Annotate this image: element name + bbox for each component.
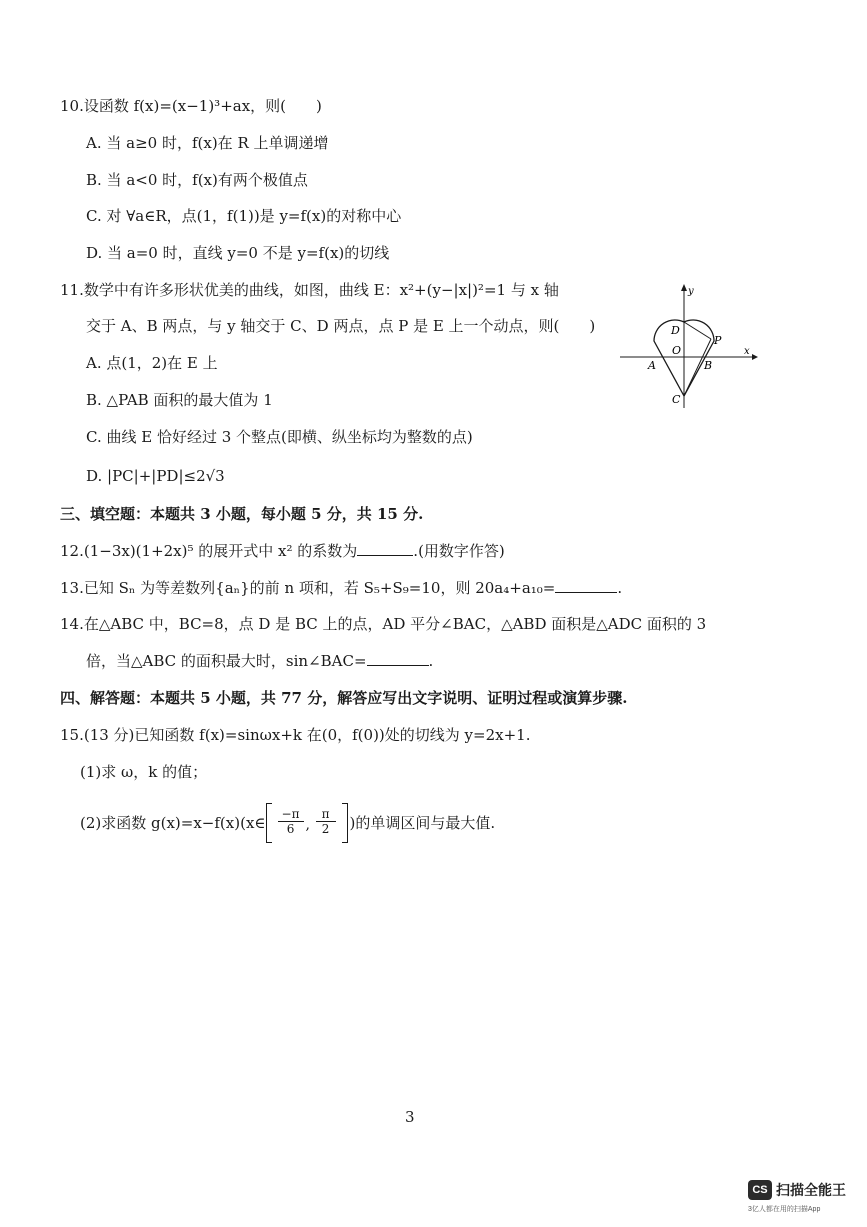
label-b: B	[704, 359, 713, 372]
right-bracket	[342, 803, 348, 843]
cs-logo-icon: CS	[748, 1180, 772, 1200]
q15-interval	[266, 803, 350, 843]
interval-right-fraction	[316, 807, 336, 836]
interval-left-fraction	[278, 807, 304, 836]
q15-part2-suffix: )的单调区间与最大值.	[349, 814, 496, 832]
label-y: y	[688, 286, 694, 297]
q11-option-a: A. 点(1，2)在 E 上	[86, 354, 218, 372]
q11-option-c: C. 曲线 E 恰好经过 3 个整点(即横、纵坐标均为整数的点)	[86, 428, 473, 446]
label-a: A	[648, 359, 656, 372]
q13-suffix: .	[617, 579, 623, 597]
q14-text: 倍，当△ABC 的面积最大时，sin∠BAC=	[86, 652, 367, 670]
label-o: O	[672, 344, 682, 357]
badge-subtitle: 3亿人都在用的扫描App	[748, 1206, 821, 1213]
section3-heading: 三、填空题：本题共 3 小题，每小题 5 分，共 15 分.	[60, 505, 424, 523]
q10-option-c: C. 对 ∀a∈R，点(1，f(1))是 y=f(x)的对称中心	[86, 207, 402, 225]
q14-line2	[86, 651, 433, 671]
q11-stem-line2: 交于 A、B 两点，与 y 轴交于 C、D 两点，点 P 是 E 上一个动点，则( )	[86, 317, 596, 335]
q10-option-b: B. 当 a<0 时，f(x)有两个极值点	[86, 171, 308, 189]
interval-right-denominator: 2	[321, 822, 330, 836]
q11-option-d: D. |PC|+|PD|≤2√3	[86, 467, 225, 485]
interval-comma: ,	[305, 817, 310, 833]
page-number: 3	[405, 1108, 415, 1126]
q12-answer-blank[interactable]	[357, 541, 413, 556]
q13-text: 13.已知 Sₙ 为等差数列{aₙ}的前 n 项和，若 S₅+S₉=10，则 20a₄+a₁₀=	[60, 579, 556, 597]
q12	[60, 541, 505, 561]
q15-part2-text: (2)求函数 g(x)=x−f(x)(x∈	[80, 814, 266, 832]
label-x: x	[744, 346, 750, 357]
q11-option-b: B. △PAB 面积的最大值为 1	[86, 391, 273, 409]
q12-text: 12.(1−3x)(1+2x)⁵ 的展开式中 x² 的系数为	[60, 542, 358, 560]
x-axis-arrow	[752, 354, 758, 360]
q15-part1: (1)求 ω，k 的值；	[80, 763, 208, 781]
badge-title: 扫描全能王	[776, 1182, 846, 1198]
q14-answer-blank[interactable]	[367, 651, 429, 666]
q10-option-d: D. 当 a=0 时，直线 y=0 不是 y=f(x)的切线	[86, 244, 390, 262]
scanner-app-badge	[748, 1178, 858, 1218]
q10-stem: 10.设函数 f(x)=(x−1)³+ax，则( )	[60, 97, 322, 115]
q14-suffix: .	[428, 652, 434, 670]
heart-curve-figure	[618, 282, 758, 412]
section4-heading: 四、解答题：本题共 5 小题，共 77 分，解答应写出文字说明、证明过程或演算步骤.	[60, 689, 628, 707]
q15-part2	[80, 800, 495, 844]
q13	[60, 578, 622, 598]
q12-suffix: .(用数字作答)	[413, 542, 505, 560]
interval-right-numerator: π	[316, 807, 336, 822]
label-p: P	[714, 334, 722, 347]
label-d: D	[671, 324, 680, 337]
label-c: C	[672, 393, 681, 406]
left-bracket	[266, 803, 272, 843]
y-axis-arrow	[681, 284, 687, 291]
q10-option-a: A. 当 a≥0 时，f(x)在 R 上单调递增	[86, 134, 329, 152]
q11-stem-line1: 11.数学中有许多形状优美的曲线，如图，曲线 E：x²+(y−|x|)²=1 与 x 轴	[60, 281, 559, 299]
interval-left-numerator: −π	[278, 807, 304, 822]
q13-answer-blank[interactable]	[555, 578, 617, 593]
interval-left-denominator: 6	[286, 822, 295, 836]
q14-line1: 14.在△ABC 中，BC=8，点 D 是 BC 上的点，AD 平分∠BAC，△ABD 面积是△ADC 面积的 3	[60, 615, 707, 633]
q15-stem: 15.(13 分)已知函数 f(x)=sinωx+k 在(0，f(0))处的切线为 y=2x+1.	[60, 726, 531, 744]
